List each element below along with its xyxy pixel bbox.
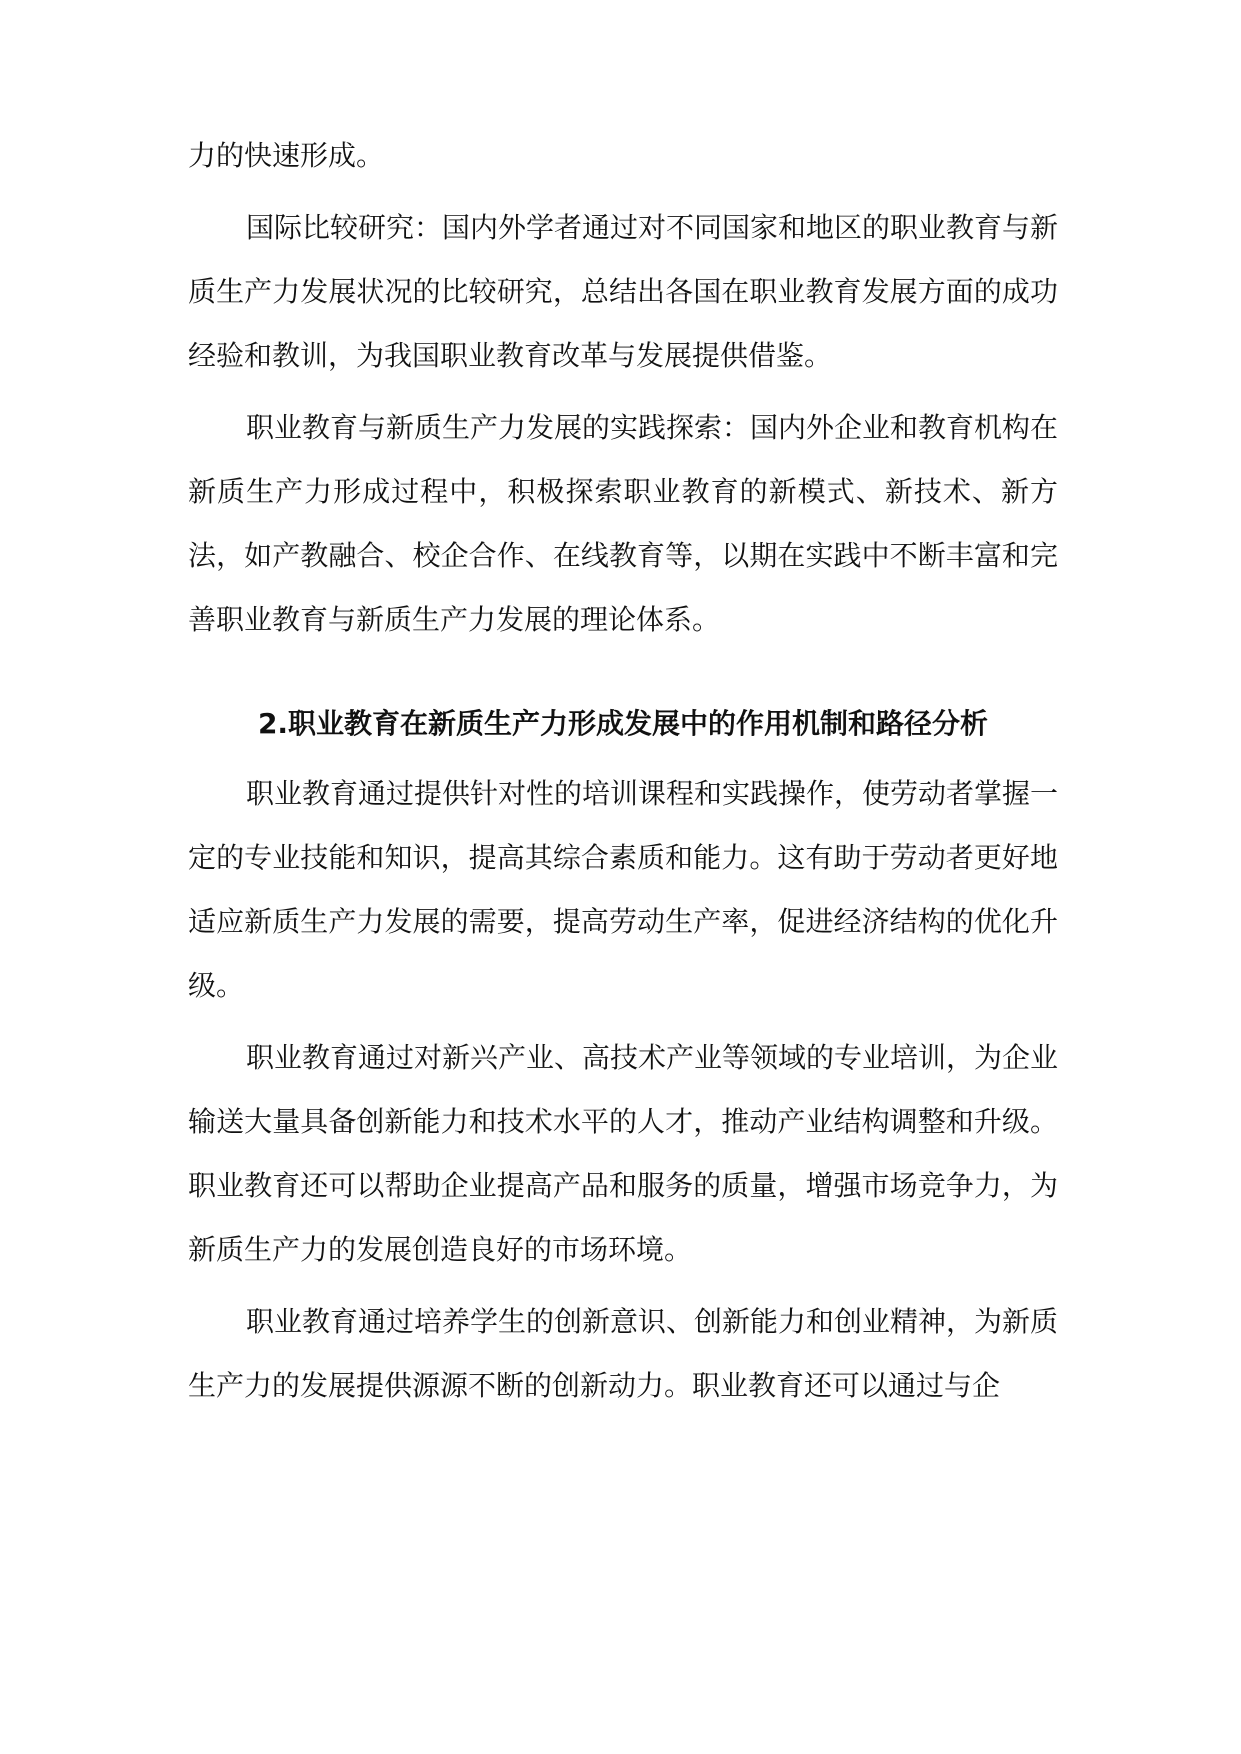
paragraph-practice-exploration: 职业教育与新质生产力发展的实践探索：国内外企业和教育机构在新质生产力形成过程中，积极探索职业教育的新模式、新技术、新方法，如产教融合、校企合作、在线教育等，以期在实践中不断丰富和完善职业教育与新质生产力发展的理论体系。	[188, 411, 1059, 636]
body-text-upper	[188, 124, 1058, 652]
paragraph-innovation: 职业教育通过培养学生的创新意识、创新能力和创业精神，为新质生产力的发展提供源源不断的创新动力。职业教育还可以通过与企	[188, 1305, 1059, 1402]
paragraph-international-comparison: 国际比较研究：国内外学者通过对不同国家和地区的职业教育与新质生产力发展状况的比较研究，总结出各国在职业教育发展方面的成功经验和教训，为我国职业教育改革与发展提供借鉴。	[188, 211, 1059, 372]
body-text-lower	[188, 762, 1058, 1418]
section-heading: 2.职业教育在新质生产力形成发展中的作用机制和路径分析	[257, 707, 989, 740]
paragraph-industry-training: 职业教育通过对新兴产业、高技术产业等领域的专业培训，为企业输送大量具备创新能力和技术水平的人才，推动产业结构调整和升级。职业教育还可以帮助企业提高产品和服务的质量，增强市场竞争力，为新质生产力的发展创造良好的市场环境。	[188, 1041, 1059, 1266]
paragraph-skills-training: 职业教育通过提供针对性的培训课程和实践操作，使劳动者掌握一定的专业技能和知识，提高其综合素质和能力。这有助于劳动者更好地适应新质生产力发展的需要，提高劳动生产率，促进经济结构的优化升级。	[188, 777, 1059, 1002]
paragraph-continuation: 力的快速形成。	[188, 139, 385, 172]
